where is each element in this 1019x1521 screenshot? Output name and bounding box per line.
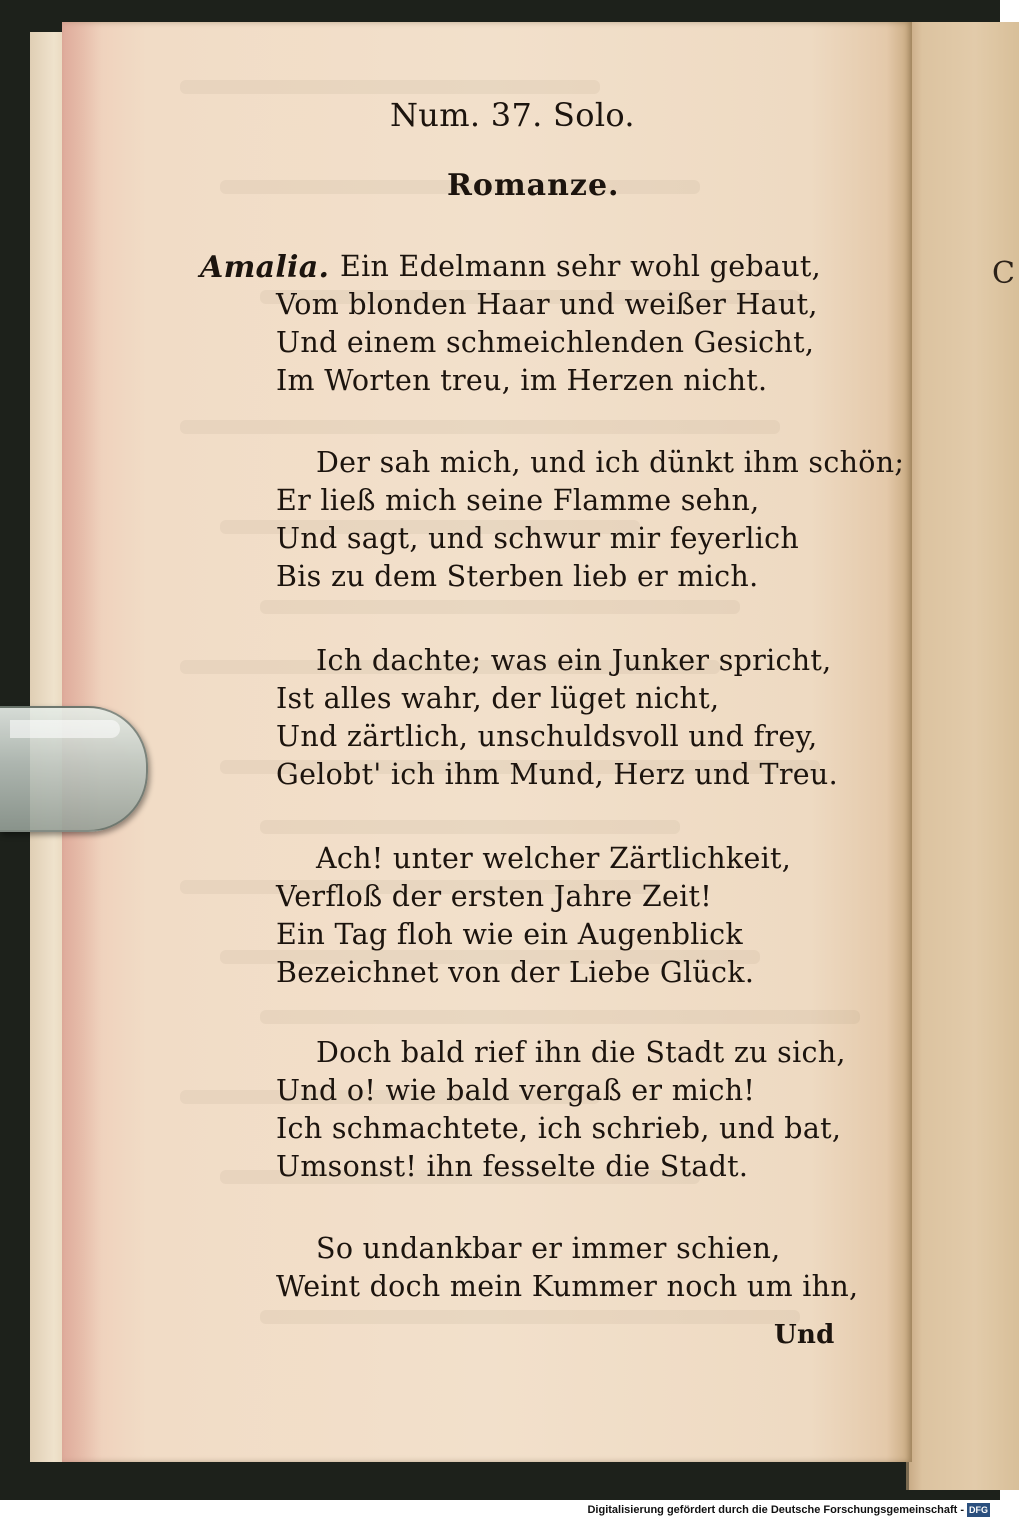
- poem-line: Ich schmachtete, ich schrieb, und bat,: [276, 1112, 842, 1145]
- poem-line: Ich dachte; was ein Junker spricht,: [316, 644, 832, 677]
- poem-line: Und einem schmeichlenden Gesicht,: [276, 326, 815, 359]
- poem-line: Bezeichnet von der Liebe Glück.: [276, 956, 755, 989]
- funding-notice: Digitalisierung gefördert durch die Deutsche Forschungsgemeinschaft -: [587, 1504, 964, 1516]
- poem-line: Ein Tag floh wie ein Augenblick: [276, 918, 743, 951]
- facing-page: [906, 22, 1019, 1490]
- poem-line: Ach! unter welcher Zärtlichkeit,: [316, 842, 792, 875]
- poem-line: Verfloß der ersten Jahre Zeit!: [276, 880, 713, 913]
- ghost-mark: [180, 80, 600, 94]
- poem-line: So undankbar er immer schien,: [316, 1232, 781, 1265]
- poem-line: Weint doch mein Kummer noch um ihn,: [276, 1270, 859, 1303]
- poem-line: Und zärtlich, unschuldsvoll und frey,: [276, 720, 818, 753]
- ghost-mark: [260, 820, 680, 834]
- facing-page-fragment: C: [992, 256, 1016, 291]
- poem-line: Ein Edelmann sehr wohl gebaut,: [340, 250, 821, 283]
- ghost-mark: [260, 1010, 860, 1024]
- page-clip: [0, 706, 148, 832]
- speaker-name: Amalia.: [200, 250, 330, 285]
- poem-line: Bis zu dem Sterben lieb er mich.: [276, 560, 759, 593]
- page-header: Num. 37. Solo.: [390, 96, 635, 134]
- poem-line: Ist alles wahr, der lüget nicht,: [276, 682, 720, 715]
- poem-line: Und o! wie bald vergaß er mich!: [276, 1074, 756, 1107]
- footer-bar: [0, 1500, 1000, 1521]
- poem-line: Vom blonden Haar und weißer Haut,: [276, 288, 818, 321]
- ghost-mark: [260, 600, 740, 614]
- ghost-mark: [260, 1310, 800, 1324]
- ghost-mark: [180, 420, 780, 434]
- poem-line: Umsonst! ihn fesselte die Stadt.: [276, 1150, 749, 1183]
- catchword: Und: [774, 1320, 835, 1350]
- poem-line: Gelobt' ich ihm Mund, Herz und Treu.: [276, 758, 838, 791]
- poem-line: Im Worten treu, im Herzen nicht.: [276, 364, 768, 397]
- poem-line: Und sagt, und schwur mir feyerlich: [276, 522, 800, 555]
- poem-line: Er ließ mich seine Flamme sehn,: [276, 484, 760, 517]
- poem-title: Romanze.: [447, 168, 620, 203]
- poem-line: Doch bald rief ihn die Stadt zu sich,: [316, 1036, 846, 1069]
- dfg-logo: DFG: [969, 1505, 988, 1515]
- poem-line: Der sah mich, und ich dünkt ihm schön;: [316, 446, 905, 479]
